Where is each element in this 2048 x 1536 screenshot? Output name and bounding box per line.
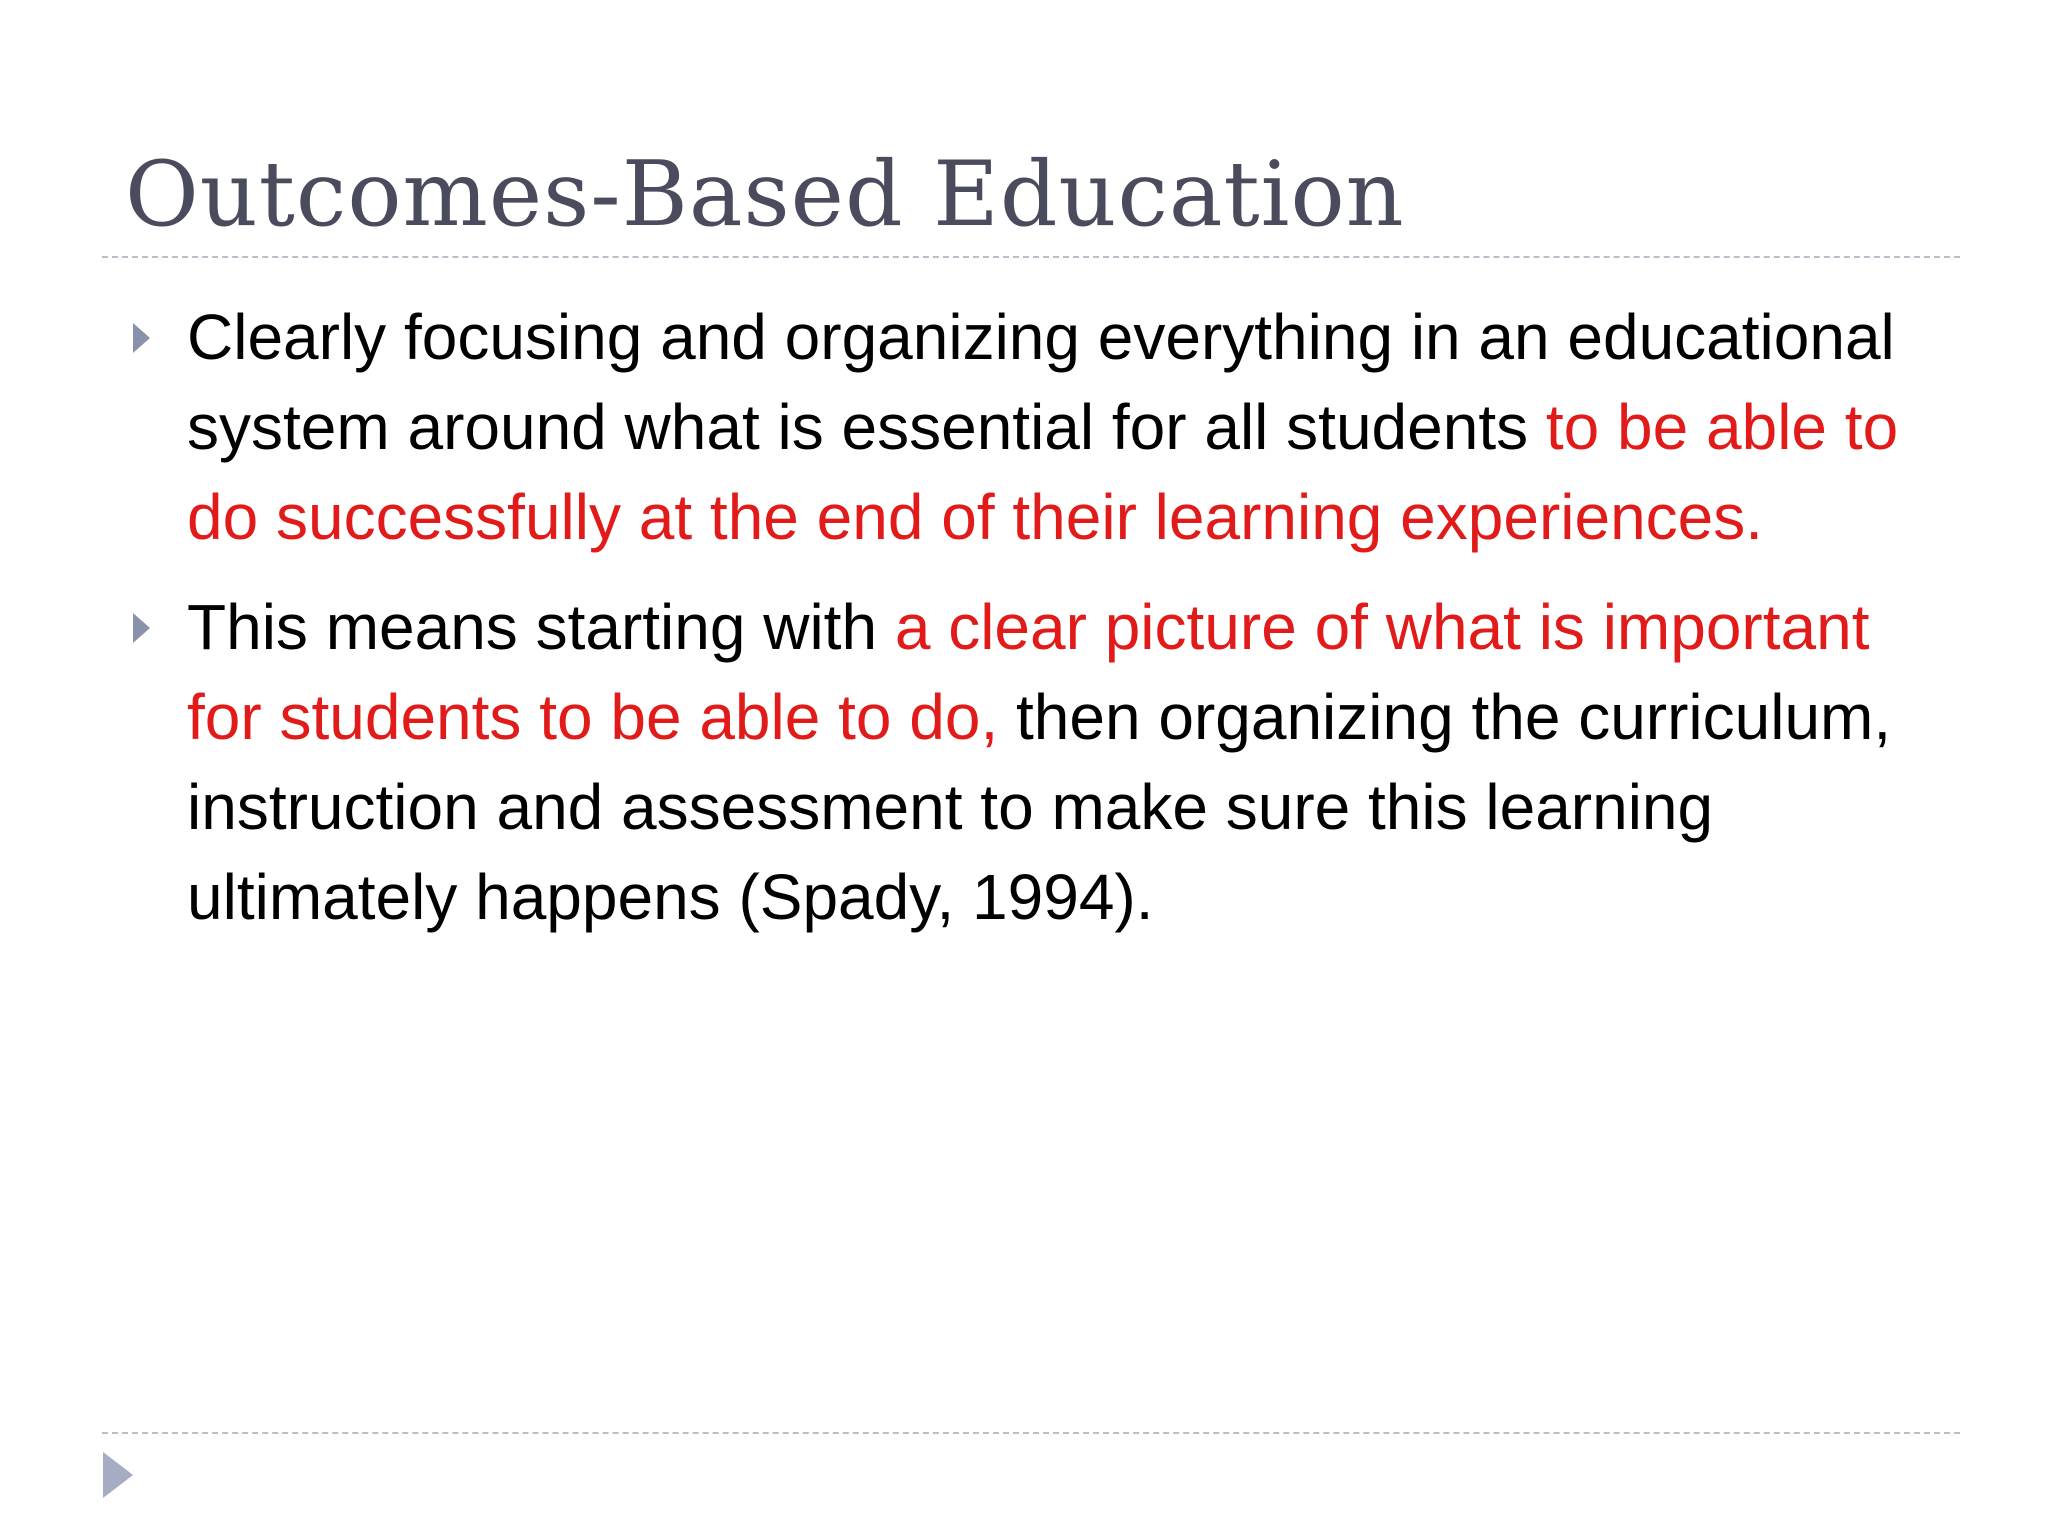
triangle-right-icon — [133, 323, 150, 353]
bottom-divider — [102, 1432, 1960, 1434]
bullet-highlight-segment: to be able to do successfully at the end of their learning experiences. — [187, 391, 1899, 553]
bullet-list — [125, 292, 1915, 962]
bullet-item — [125, 582, 1915, 942]
bullet-item — [125, 292, 1915, 562]
top-divider — [102, 256, 1960, 258]
play-triangle-icon[interactable] — [103, 1452, 133, 1498]
bullet-highlight-segment: a clear picture of what is important for students to be able to do, — [187, 591, 1870, 753]
triangle-right-icon — [133, 613, 150, 643]
bullet-text-segment: then organizing the curriculum, instruction and assessment to make sure this learning ultimately happens (Spady, 1994). — [187, 681, 1892, 933]
bullet-text-segment: This means starting with — [187, 591, 895, 663]
bullet-text-segment: Clearly focusing and organizing everything in an educational system around what is essential for all students — [187, 301, 1895, 463]
slide-title: Outcomes-Based Education — [125, 142, 1405, 247]
